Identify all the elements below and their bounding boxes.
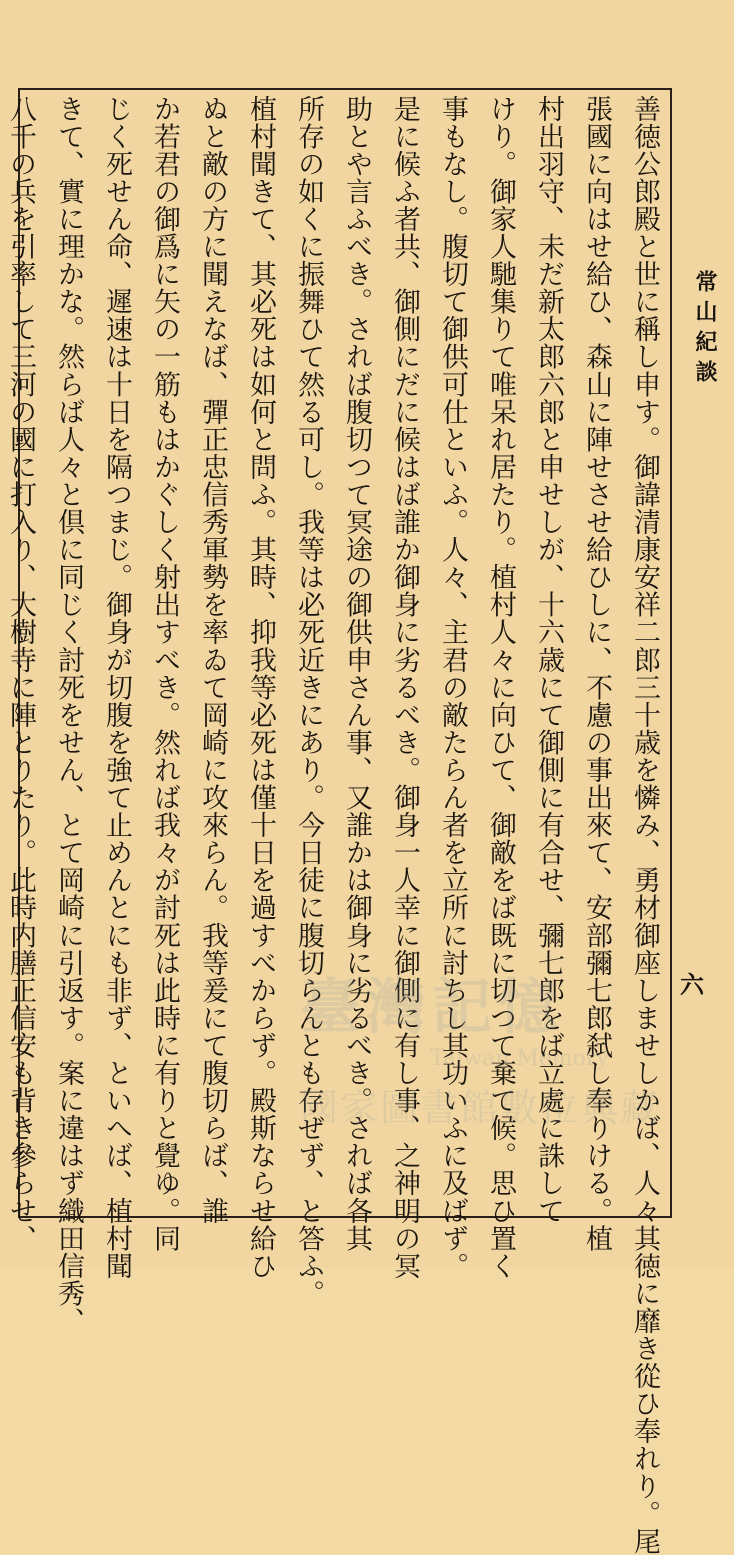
text-column: 善徳公郎殿と世に稱し申す。御諱清康安祥二郎三十歳を憐み、勇材御座しませしかば、人々其徳に靡き從ひ奉れり。尾	[629, 95, 660, 1555]
text-column: きて、實に理かな。然らば人々と倶に同じく討死をせん、とて岡崎に引返す。案に違はず織田信秀、	[53, 95, 84, 1335]
text-column: 是に候ふ者共、御側にだに候はば誰か御身に劣るべき。御身一人幸に御側に有し事、之神明の冥	[389, 95, 420, 1280]
watermark-glyphs: 臺灣記憶	[300, 973, 564, 1043]
text-column: 張國に向はせ給ひ、森山に陣せさせ給ひしに、不慮の事出來て、安部彌七郎弑し奉りける。植	[581, 95, 612, 1253]
text-column: 助とや言ふべき。されば腹切つて冥途の御供申さん事、又誰かは御身に劣るべき。されば各其	[341, 95, 372, 1253]
running-header-title: 常山紀談	[692, 270, 718, 390]
watermark-line: 國家圖書館數位典藏	[300, 1086, 661, 1130]
text-column: けり。御家人馳集りて唯呆れ居たり。植村人々に向ひて、御敵をば既に切つて棄て候。思ひ置く	[485, 95, 516, 1280]
text-column: じく死せん命、遲速は十日を隔つまじ。御身が切腹を強て止めんとにも非ず、といへば、植村聞	[101, 95, 132, 1280]
text-column: 村出羽守、未だ新太郎六郎と申せしが、十六歳にて御側に有合せ、彌七郎をば立處に誅して	[533, 95, 564, 1225]
watermark-english: Taiwan Memory	[430, 1046, 609, 1071]
text-column: 植村聞きて、其必死は如何と問ふ。其時、抑我等必死は僅十日を過すべからず。殿斯ならせ給ひ	[245, 95, 276, 1280]
text-column: か若君の御爲に矢の一筋もはかぐしく射出すべき。然れば我々が討死は此時に有りと覺ゆ。同	[149, 95, 180, 1253]
text-column: 事もなし。腹切て御供可仕といふ。人々、主君の敵たらん者を立所に討ちし其功いふに及ばず。	[437, 95, 468, 1280]
text-column: ぬと敵の方に聞えなば、彈正忠信秀軍勢を率ゐて岡崎に攻來らん。我等爰にて腹切らば、誰	[197, 95, 228, 1225]
text-column: 所存の如くに振舞ひて然る可し。我等は必死近きにあり。今日徒に腹切らんとも存ぜず、と答ふ。	[293, 95, 324, 1308]
text-column: 八千の兵を引率して三河の國に打入り、大樹寺に陣とりたり。此時内膳正信安も背き參らせ、	[5, 95, 36, 1253]
page-number: 六	[680, 970, 704, 999]
vertical-text-body	[5, 95, 668, 1555]
